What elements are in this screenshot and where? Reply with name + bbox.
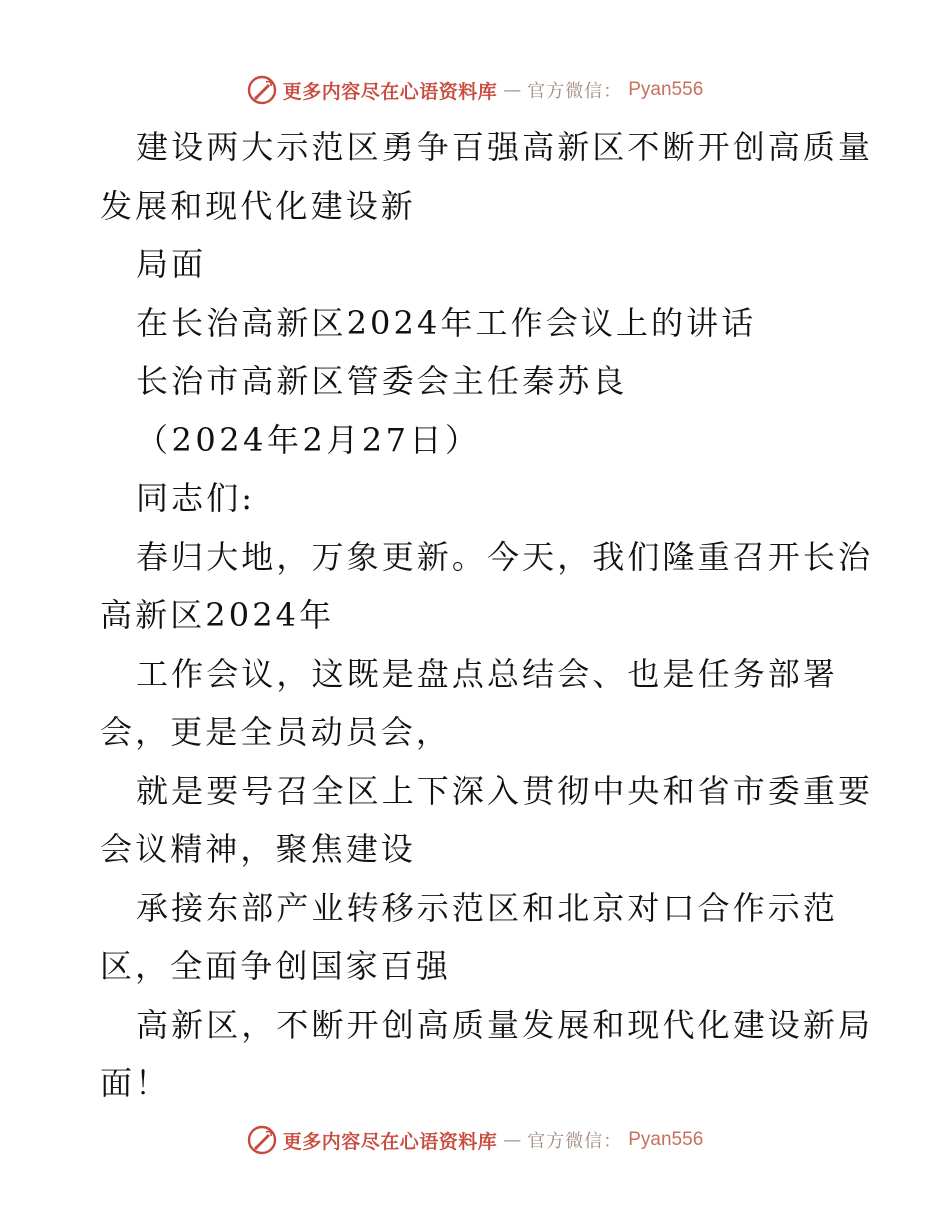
paragraph-line: 会，更是全员动员会， [100,713,452,751]
speaker-line: 长治市高新区管委会主任秦苏良 [136,362,628,400]
watermark-wechat-label: 官方微信： [527,81,623,102]
watermark-banner-bottom [0,1120,950,1160]
paragraph-line: 就是要号召全区上下深入贯彻中央和省市委重要 [136,771,874,810]
document-body [100,118,874,1113]
watermark-banner-top [0,70,950,110]
watermark-account-id: Pyan556 [628,1129,704,1150]
paragraph-line: 区，全面争创国家百强 [100,947,452,985]
paragraph-line: 会议精神，聚焦建设 [100,830,416,868]
paragraph-line: 春归大地，万象更新。今天，我们隆重召开长治 [136,537,874,576]
subtitle-line: 在长治高新区2024年工作会议上的讲话 [136,303,757,342]
quill-seal-icon [247,75,277,105]
paragraph-line: 面！ [100,1064,171,1102]
date-line: （2024年2月27日） [136,420,481,459]
paragraph-line: 高新区，不断开创高质量发展和现代化建设新局 [136,1005,874,1044]
watermark-main-text: 更多内容尽在心语资料库 [282,1130,498,1153]
watermark-account-id: Pyan556 [628,79,704,100]
salutation-line: 同志们: [136,479,256,517]
title-line-2: 发展和现代化建设新 [100,186,416,225]
watermark-separator: — [503,79,522,101]
paragraph-line: 高新区2024年 [100,596,335,634]
watermark-wechat-label: 官方微信： [527,1131,623,1152]
title-line-1: 建设两大示范区勇争百强高新区不断开创高质量 [136,128,874,166]
quill-seal-icon [247,1125,277,1155]
title-line-3: 局面 [136,245,207,283]
paragraph-line: 工作会议，这既是盘点总结会、也是任务部署 [136,654,839,693]
watermark-main-text: 更多内容尽在心语资料库 [282,80,498,103]
paragraph-line: 承接东部产业转移示范区和北京对口合作示范 [136,888,839,927]
watermark-separator: — [503,1129,522,1151]
